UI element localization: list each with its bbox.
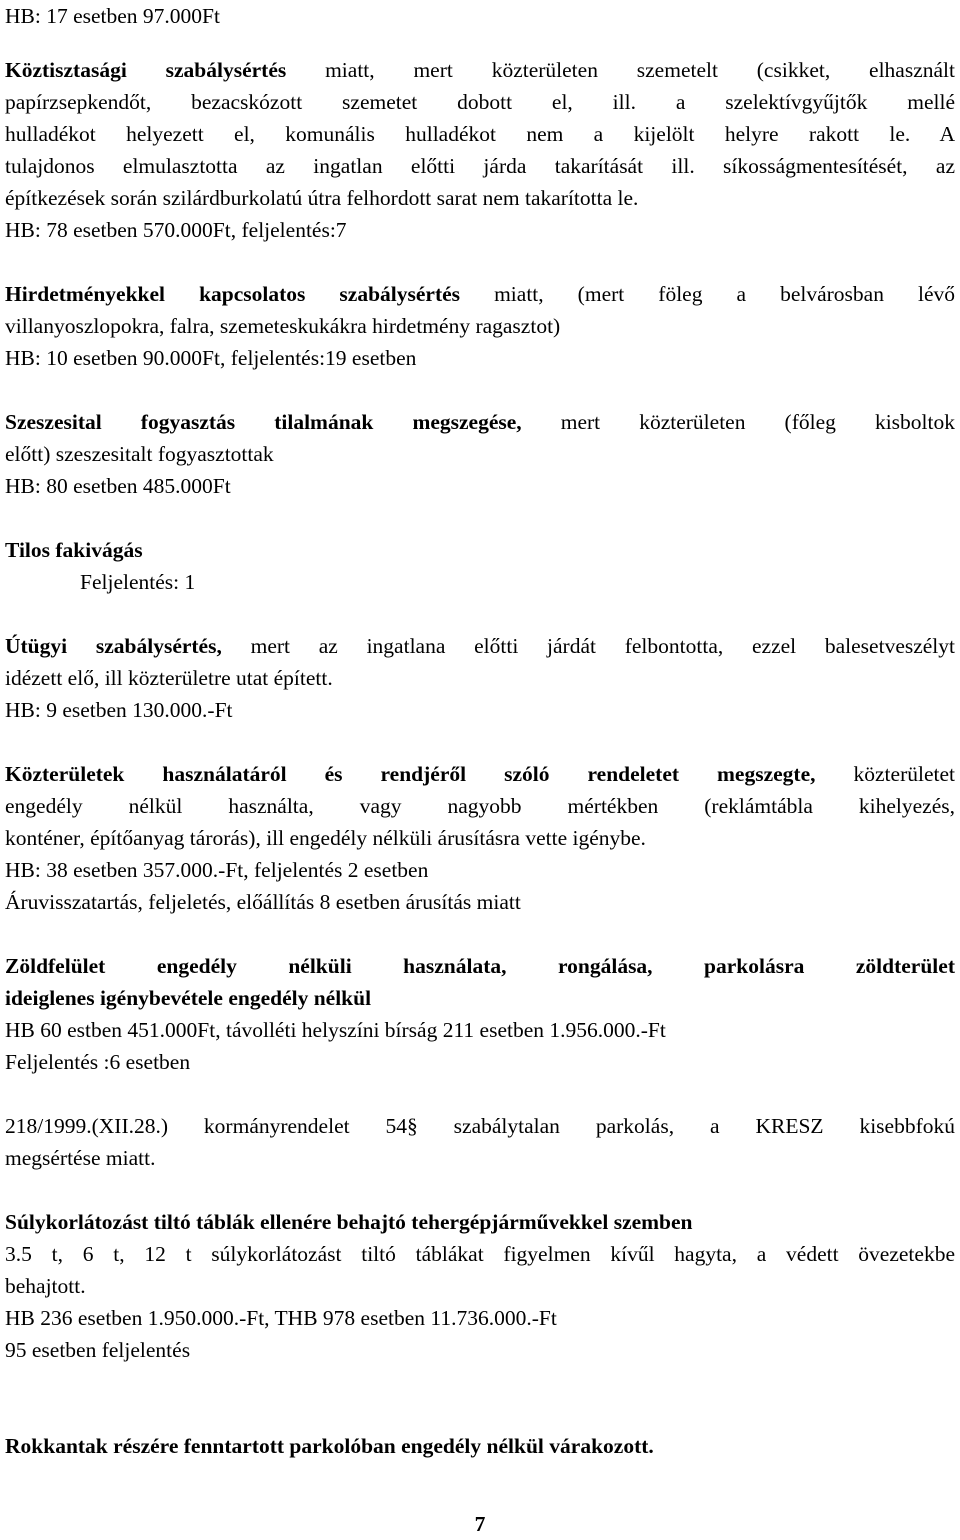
- section-heading: Közterületek használatáról és rendjéről szóló rendeletet megszegte,: [5, 762, 816, 786]
- paragraph-line: [5, 758, 955, 790]
- stats-line: HB 60 estben 451.000Ft, távolléti helyszíni bírság 211 esetben 1.956.000.-Ft: [5, 1018, 666, 1042]
- paragraph-line: előtt) szeszesitalt fogyasztottak: [5, 442, 274, 466]
- page-number: 7: [474, 1512, 486, 1536]
- stats-line: HB: 78 esetben 570.000Ft, feljelentés:7: [5, 218, 347, 242]
- stats-line: Feljelentés: 1: [80, 570, 196, 594]
- paragraph-line: [5, 54, 955, 86]
- section-utugyi: [5, 630, 955, 726]
- paragraph-line: [5, 406, 955, 438]
- paragraph-line: konténer, építőanyag tárorás), ill engedély nélküli árusításra vette igénybe.: [5, 826, 646, 850]
- section-kormanyrendelet: [5, 1110, 955, 1174]
- section-zoldfelulet: [5, 950, 955, 1078]
- paragraph-line: tulajdonos elmulasztotta az ingatlan előtti járda takarítását ill. síkosságmentesítését, az: [5, 154, 955, 178]
- summary-line: HB: 17 esetben 97.000Ft: [5, 4, 220, 28]
- paragraph-text: miatt, mert közterületen szemetelt (csikket, elhasznált: [286, 58, 955, 82]
- stats-line: HB 236 esetben 1.950.000.-Ft, THB 978 esetben 11.736.000.-Ft: [5, 1306, 557, 1330]
- paragraph-line: papírzsepkendőt, bezacskózott szemetet dobott el, ill. a szelektívgyűjtők mellé: [5, 90, 955, 114]
- stats-line: 95 esetben feljelentés: [5, 1338, 191, 1362]
- section-sulykorlatozas: [5, 1206, 955, 1366]
- section-fakivagas: [5, 534, 955, 598]
- document-page: [5, 0, 955, 1462]
- paragraph-text: miatt, (mert föleg a belvárosban lévő: [460, 282, 955, 306]
- section-koztisztasagi: [5, 54, 955, 246]
- stats-line: HB: 38 esetben 357.000.-Ft, feljelentés 2 esetben: [5, 858, 429, 882]
- paragraph-line: hulladékot helyezett el, komunális hulladékot nem a kijelölt helyre rakott le. A: [5, 122, 955, 146]
- section-heading: Hirdetményekkel kapcsolatos szabálysértés: [5, 282, 461, 306]
- paragraph-line: 218/1999.(XII.28.) kormányrendelet 54§ szabálytalan parkolás, a KRESZ kisebbfokú: [5, 1114, 955, 1138]
- section-kozteruletek: [5, 758, 955, 918]
- stats-line: Feljelentés :6 esetben: [5, 1050, 191, 1074]
- section-heading: Útügyi szabálysértés,: [5, 634, 222, 658]
- paragraph-text: közterületet: [815, 762, 955, 786]
- stats-line: HB: 10 esetben 90.000Ft, feljelentés:19 esetben: [5, 346, 417, 370]
- paragraph-line: idézett elő, ill közterületre utat épített.: [5, 666, 333, 690]
- section-heading: Zöldfelület engedély nélküli használata, rongálása, parkolásra zöldterület: [5, 954, 955, 978]
- section-heading: Tilos fakivágás: [5, 538, 143, 562]
- section-rokkantak: [5, 1430, 955, 1462]
- section-heading: Rokkantak részére fenntartott parkolóban engedély nélkül várakozott.: [5, 1434, 654, 1458]
- section-heading: Köztisztasági szabálysértés: [5, 58, 287, 82]
- paragraph-line: behajtott.: [5, 1274, 86, 1298]
- paragraph-line: [5, 630, 955, 662]
- stats-line: HB: 80 esetben 485.000Ft: [5, 474, 231, 498]
- paragraph-line: építkezések során szilárdburkolatú útra felhordott sarat nem takarította le.: [5, 186, 639, 210]
- section-szeszesital: [5, 406, 955, 502]
- section-heading: ideiglenes igénybevétele engedély nélkül: [5, 986, 372, 1010]
- stats-line: Áruvisszatartás, feljeletés, előállítás 8 esetben árusítás miatt: [5, 890, 521, 914]
- paragraph-text: mert az ingatlana előtti járdát felbontotta, ezzel balesetveszélyt: [221, 634, 955, 658]
- section-heading: Szeszesital fogyasztás tilalmának megszegése,: [5, 410, 522, 434]
- section-hirdetmenyek: [5, 278, 955, 374]
- paragraph-line: engedély nélkül használta, vagy nagyobb mértékben (reklámtábla kihelyezés,: [5, 794, 955, 818]
- paragraph-line: villanyoszlopokra, falra, szemeteskukákra hirdetmény ragasztot): [5, 314, 561, 338]
- paragraph-line: [5, 278, 955, 310]
- paragraph-text: mert közterületen (főleg kisboltok: [521, 410, 955, 434]
- stats-line: HB: 9 esetben 130.000.-Ft: [5, 698, 233, 722]
- section-heading: Súlykorlátozást tiltó táblák ellenére behajtó tehergépjárművekkel szemben: [5, 1210, 693, 1234]
- paragraph-line: megsértése miatt.: [5, 1146, 156, 1170]
- paragraph-line: 3.5 t, 6 t, 12 t súlykorlátozást tiltó táblákat figyelmen kívűl hagyta, a védett övezetekbe: [5, 1242, 955, 1266]
